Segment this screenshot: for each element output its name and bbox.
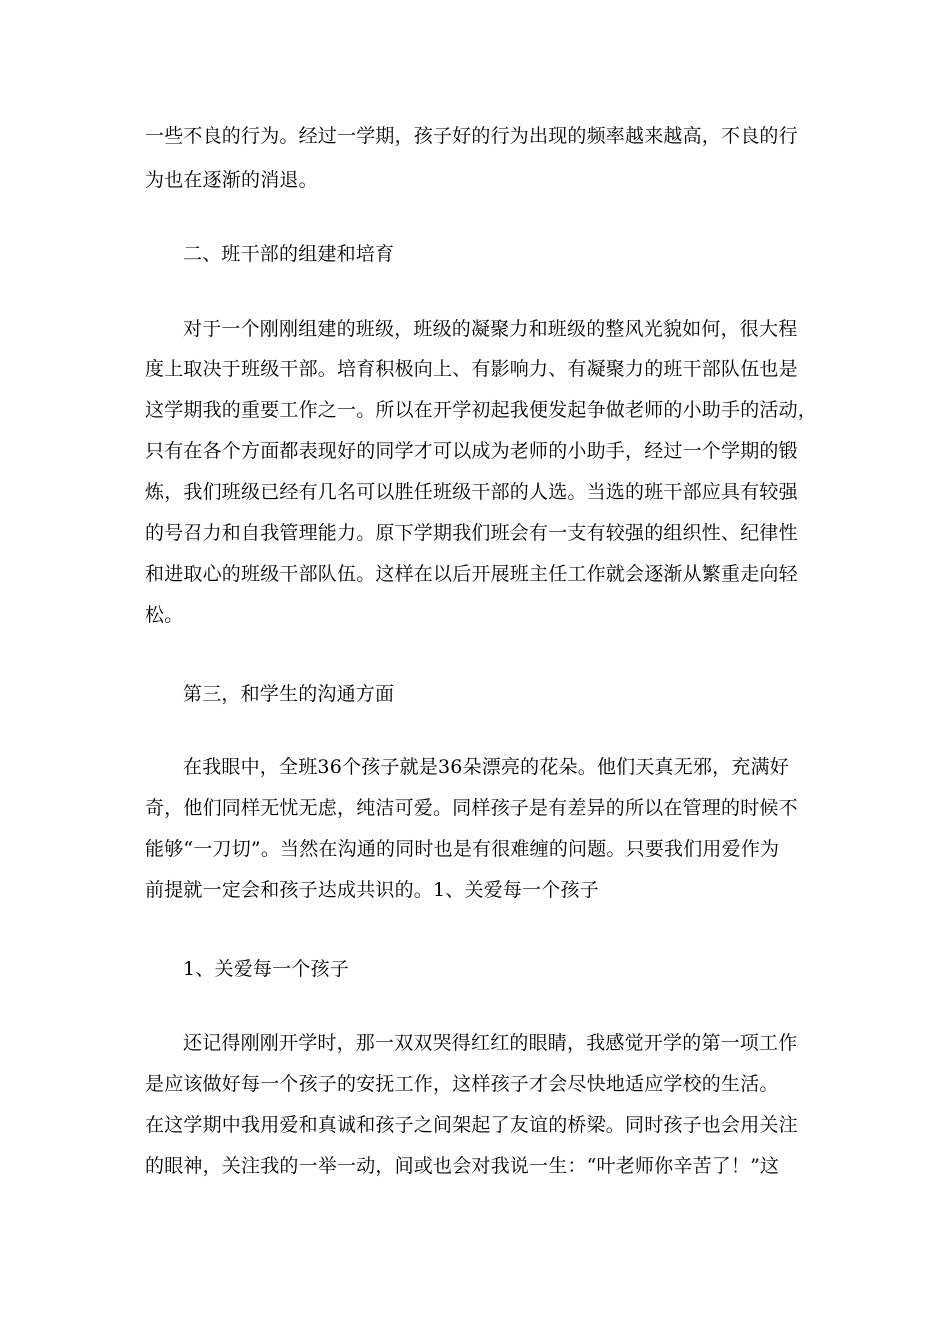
paragraph-line: 度上取决于班级干部。培育积极向上、有影响力、有凝聚力的班干部队伍也是 bbox=[145, 358, 798, 380]
paragraph-line: 的眼神，关注我的一举一动，间或也会对我说一生：“叶老师你辛苦了！”这 bbox=[145, 1155, 780, 1177]
paragraph-line: 奇，他们同样无忧无虑，纯洁可爱。同样孩子是有差异的所以在管理的时候不 bbox=[145, 797, 798, 819]
section-heading: 第三，和学生的沟通方面 bbox=[183, 683, 395, 705]
paragraph-line: 的号召力和自我管理能力。原下学期我们班会有一支有较强的组织性、纪律性 bbox=[145, 522, 798, 544]
paragraph-line: 对于一个刚刚组建的班级，班级的凝聚力和班级的整风光貌如何，很大程 bbox=[183, 318, 798, 340]
section-heading: 1、关爱每一个孩子 bbox=[183, 958, 349, 980]
paragraph-line: 一些不良的行为。经过一学期，孩子好的行为出现的频率越来越高，不良的行 bbox=[145, 125, 798, 147]
paragraph-line: 只有在各个方面都表现好的同学才可以成为老师的小助手，经过一个学期的锻 bbox=[145, 440, 798, 462]
paragraph-line: 是应该做好每一个孩子的安抚工作，这样孩子才会尽快地适应学校的生活。 bbox=[145, 1073, 779, 1095]
section-heading: 二、班干部的组建和培育 bbox=[183, 243, 395, 265]
paragraph-line: 还记得刚刚开学时，那一双双哭得红红的眼睛，我感觉开学的第一项工作 bbox=[183, 1032, 798, 1054]
paragraph-line: 为也在逐渐的消退。 bbox=[145, 169, 318, 191]
paragraph-line: 在这学期中我用爱和真诚和孩子之间架起了友谊的桥梁。同时孩子也会用关注 bbox=[145, 1114, 798, 1136]
paragraph-line: 松。 bbox=[145, 604, 184, 626]
paragraph-line: 在我眼中，全班36个孩子就是36朵漂亮的花朵。他们天真无邪，充满好 bbox=[183, 756, 789, 778]
paragraph-line: 和进取心的班级干部队伍。这样在以后开展班主任工作就会逐渐从繁重走向轻 bbox=[145, 563, 798, 585]
paragraph-line: 炼，我们班级已经有几名可以胜任班级干部的人选。当选的班干部应具有较强 bbox=[145, 481, 798, 503]
paragraph-line: 能够“一刀切”。当然在沟通的同时也是有很难缠的问题。只要我们用爱作为 bbox=[145, 838, 780, 860]
paragraph-line: 这学期我的重要工作之一。所以在开学初起我便发起争做老师的小助手的活动， bbox=[145, 399, 818, 421]
paragraph-line: 前提就一定会和孩子达成共识的。1、关爱每一个孩子 bbox=[145, 879, 599, 901]
